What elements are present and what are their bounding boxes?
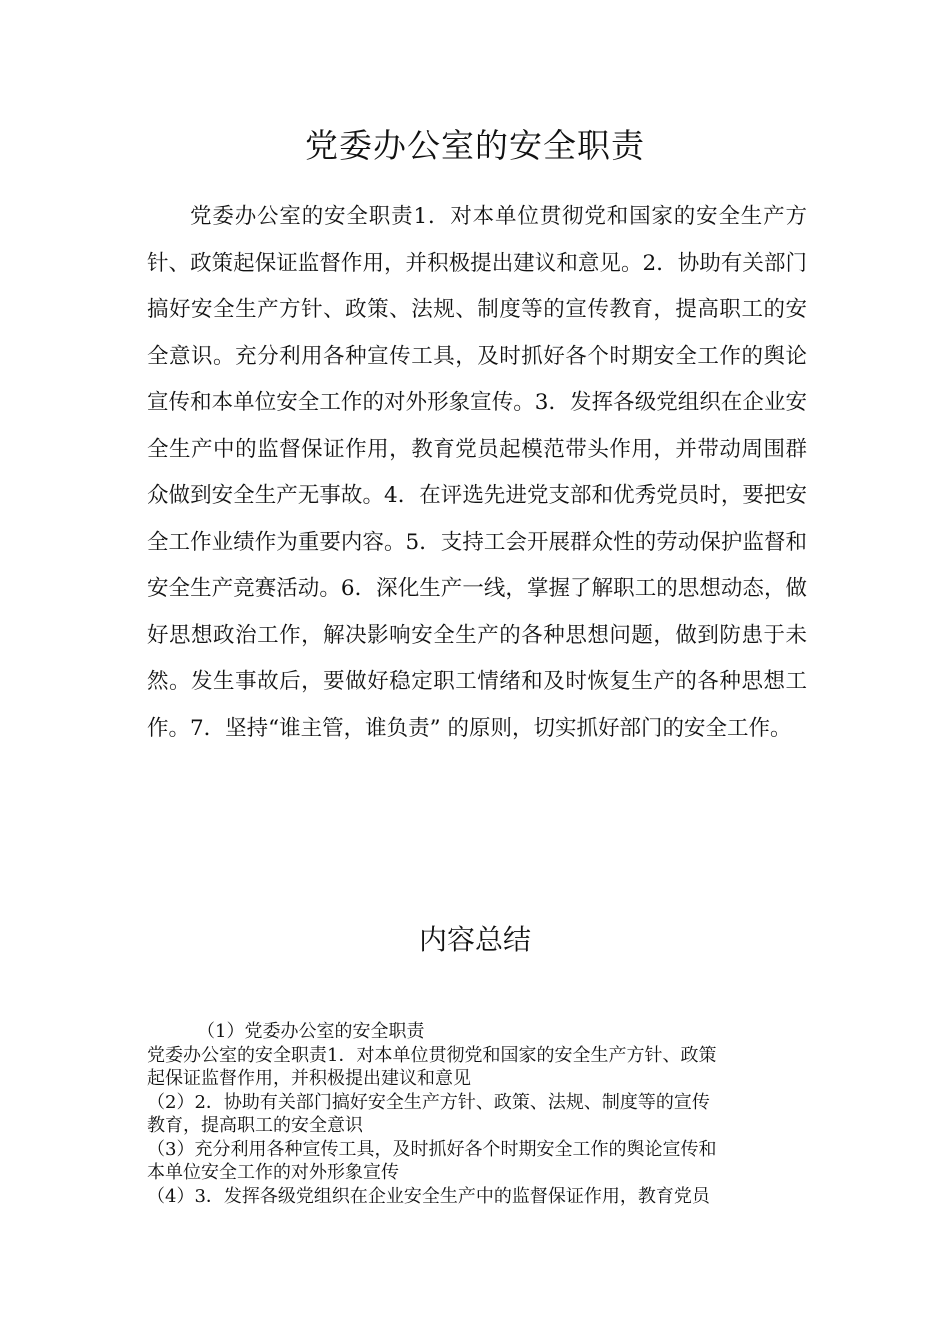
summary-line: 起保证监督作用，并积极提出建议和意见 [147,1068,471,1089]
summary-line: （4）3．发挥各级党组织在企业安全生产中的监督保证作用，教育党员 [147,1185,710,1207]
document-body [147,194,807,752]
document-title: 党委办公室的安全职责 [305,126,645,165]
summary-line: （1）党委办公室的安全职责 [197,1021,425,1042]
summary-line: 本单位安全工作的对外形象宣传 [147,1162,399,1183]
body-paragraph: 党委办公室的安全职责1．对本单位贯彻党和国家的安全生产方针、政策起保证监督作用，并积极提出建议和意见。2．协助有关部门搞好安全生产方针、政策、法规、制度等的宣传教育，提高职工的安全意识。充分利用各种宣传工具，及时抓好各个时期安全工作的舆论宣传和本单位安全工作的对外形象宣传。3．发挥各级党组织在企业安全生产中的监督保证作用，教育党员起模范带头作用，并带动周围群众做到安全生产无事故。4．在评选先进党支部和优秀党员时，要把安全工作业绩作为重要内容。5．支持工会开展群众性的劳动保护监督和安全生产竞赛活动。6．深化生产一线，掌握了解职工的思想动态，做好思想政治工作，解决影响安全生产的各种思想问题，做到防患于未然。发生事故后，要做好稳定职工情绪和及时恢复生产的各种思想工作。7．坚持“谁主管，谁负责” 的原则，切实抓好部门的安全工作。 [147,204,807,741]
summary-line: （3）充分利用各种宣传工具，及时抓好各个时期安全工作的舆论宣传和 [147,1138,717,1160]
summary-line: （2）2．协助有关部门搞好安全生产方针、政策、法规、制度等的宣传 [147,1091,710,1113]
summary-title: 内容总结 [418,923,531,956]
summary-section [147,1020,812,1208]
summary-line: 教育，提高职工的安全意识 [147,1115,363,1136]
summary-line: 党委办公室的安全职责1．对本单位贯彻党和国家的安全生产方针、政策 [147,1044,717,1066]
